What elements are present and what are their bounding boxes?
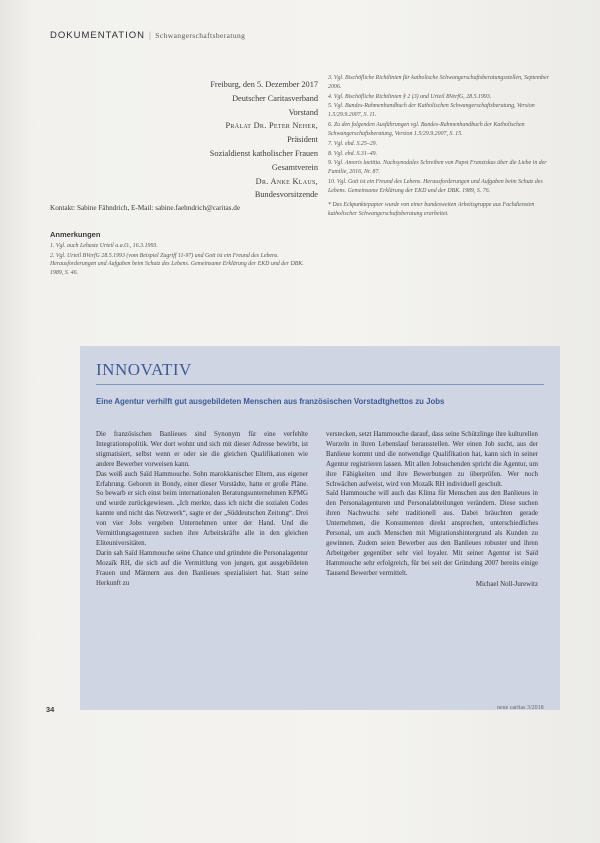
section-label: DOKUMENTATION xyxy=(50,30,145,41)
signatory-1: Prälat Dr. Peter Neher, xyxy=(225,121,318,131)
innovativ-box xyxy=(80,346,560,710)
organisation-1-role: Vorstand xyxy=(288,107,318,117)
author-credit: Michael Noll-Jurewitz xyxy=(475,580,538,588)
page-number: 34 xyxy=(46,705,55,714)
note-item: 5. Vgl. Bundes-Rahmenhandbuch der Katholischen Schwangerschaftsberatung, Version 1.5/29.9.2007, S. 11. xyxy=(328,103,535,119)
signature-block xyxy=(150,78,318,202)
header-separator: | xyxy=(148,31,152,41)
note-item: 9. Vgl. Amoris laetitia. Nachsynodales Schreiben von Papst Franziskus über die Liebe in der Familie, 2016, Nr. 87. xyxy=(328,160,547,176)
paragraph: Die französischen Banlieues sind Synonym für eine verfehlte Integrationspolitik. Wer dort wohnt und sich mit dieser Adresse bewirbt, ist stigmatisiert, selbst wenn er oder sie die gleichen Qualifikationen wie andere Bewerber vorweisen kann. xyxy=(96,431,308,468)
journal-name: neue caritas 3/2018 xyxy=(497,705,544,711)
page-header xyxy=(50,30,245,41)
note-item: 6. Zu den folgenden Ausführungen vgl. Bundes-Rahmenhandbuch der Katholischen Schwangerschaftsberatung, Version 1.5/29.9.2007, S. 15. xyxy=(328,122,525,137)
box-subtitle: Eine Agentur verhilft gut ausgebildeten Menschen aus französischen Vorstadtghettos zu Jobs xyxy=(96,397,445,406)
box-column-right xyxy=(326,430,538,590)
box-divider xyxy=(96,384,544,385)
note-item: 3. Vgl. Bischöfliche Richtlinien für katholische Schwangerschaftsberatungsstellen, September 2006. xyxy=(328,75,549,90)
organisation-1: Deutscher Caritasverband xyxy=(232,93,318,103)
paragraph: Saïd Hammouche will auch das Klima für Menschen aus den Banlieues in den Personalagenturen und Personalabteilungen verändern. Diese suchen ihren Nachwuchs sehr traditionell aus. Dabei bräuchten gerade Unternehmen, die Konsumenten direkt ansprechen, unterschiedliches Personal, um auch Menschen mit Migrationshintergrund als Kunden zu gewinnen. Zudem seien Bewerber aus den Banlieues robuster und ihren Arbeitgeber gegenüber sehr viel loyaler. Mit seiner Agentur ist Saïd Hammouche sehr erfolgreich, für bei seit der Gründung 2007 bereits einige Tausend Bewerber vermittelt. xyxy=(326,490,538,577)
notes-list xyxy=(328,74,560,220)
annotations-heading: Anmerkungen xyxy=(50,230,101,239)
footnote: * Das Eckpunktepapier wurde von einer bundesweiten Arbeitsgruppe aus Fachdiensten katholischer Schwangerschaftsberatung erarbeitet. xyxy=(328,202,535,218)
organisation-2: Sozialdienst katholischer Frauen xyxy=(209,148,318,158)
note-item: 7. Vgl. ebd. S.25–29. xyxy=(328,140,378,147)
paragraph: verstecken, setzt Hammouche darauf, dass seine Schützlinge ihre kulturellen Wurzeln in ihren Lebenslauf herausstellen. Wer einen Job sucht, aus der Banlieue kommt und die notwendige Qualifikation hat, kann sich in seiner Agentur registrieren lassen. Mit allen Jobsuchenden spricht die Agentur, um ihre Fähigkeiten und ihre Bewerbungen zu überprüfen. Wer noch Schwächen aufweist, wird von Mozaïk RH individuell geschult. xyxy=(326,431,538,488)
subsection-label: Schwangerschaftsberatung xyxy=(155,31,246,40)
paragraph: Darin sah Saïd Hammouche seine Chance und gründete die Personalagentur Mozaïk RH, die sich auf die Vermittlung von jungen, gut ausgebildeten Frauen und Männern aus den Banlieues spezialisiert hat. Statt seine Herkunft zu xyxy=(96,549,308,587)
signatory-2-role: Bundesvorsitzende xyxy=(254,190,318,200)
contact-line: Kontakt: Sabine Fähndrich, E-Mail: sabine.faehndrich@caritas.de xyxy=(50,204,241,212)
paragraph: Das weiß auch Saïd Hammouche. Sohn marokkanischer Eltern, aus eigener Erfahrung. Geboren in Bondy, einer dieser Vorstädte, hatte er große Pläne. So bewarb er sich einst beim internationalen Beratungsunternehmen KPMG und wurde zurückgewiesen. „Ich merkte, dass ich nicht die sozialen Codes kannte und nicht das Netzwerk“, sagte er der „Süddeutschen Zeitung“. Drei von vier Jobs vergeben Unternehmen unter der Hand. Und die Vermittlungsagenturen suchen ihre Arbeitskräfte alle in den gleichen Eliteuniversitäten. xyxy=(96,470,308,547)
signatory-2: Dr. Anke Klaus, xyxy=(255,176,318,186)
annotation-item: 2. Vgl. Urteil BVerfG 28.5.1993 (vom Beispiel Zugriff 11-97) und Gott ist ein Freund des Lebens. Herausforderungen und Aufgaben beim Schutz des Lebens. Gemeinsame Erklärung der EKD und der DBK. 1989, S. 46. xyxy=(50,252,304,276)
note-item: 8. Vgl. ebd. S.31–49. xyxy=(328,150,378,157)
annotation-item: 1. Vgl. auch Lehaste Urteil a.a.O., 16.3.1993. xyxy=(50,243,158,249)
box-column-left xyxy=(96,430,308,589)
note-item: 10. Vgl. Gott ist ein Freund des Lebens. Herausforderungen und Aufgaben beim Schutz des Lebens. Gemeinsame Erklärung der EKD und der DBK. 1989, S. 76. xyxy=(328,179,543,194)
signatory-1-role: Präsident xyxy=(287,135,318,145)
organisation-2-role: Gesamtverein xyxy=(271,162,318,172)
place-date: Freiburg, den 5. Dezember 2017 xyxy=(210,80,318,89)
annotations-list xyxy=(50,242,318,278)
box-title: INNOVATIV xyxy=(96,360,192,379)
note-item: 4. Vgl. Bischöfliche Richtlinien § 2 (3) und Urteil BVerfG, 28.5.1993. xyxy=(328,93,492,100)
